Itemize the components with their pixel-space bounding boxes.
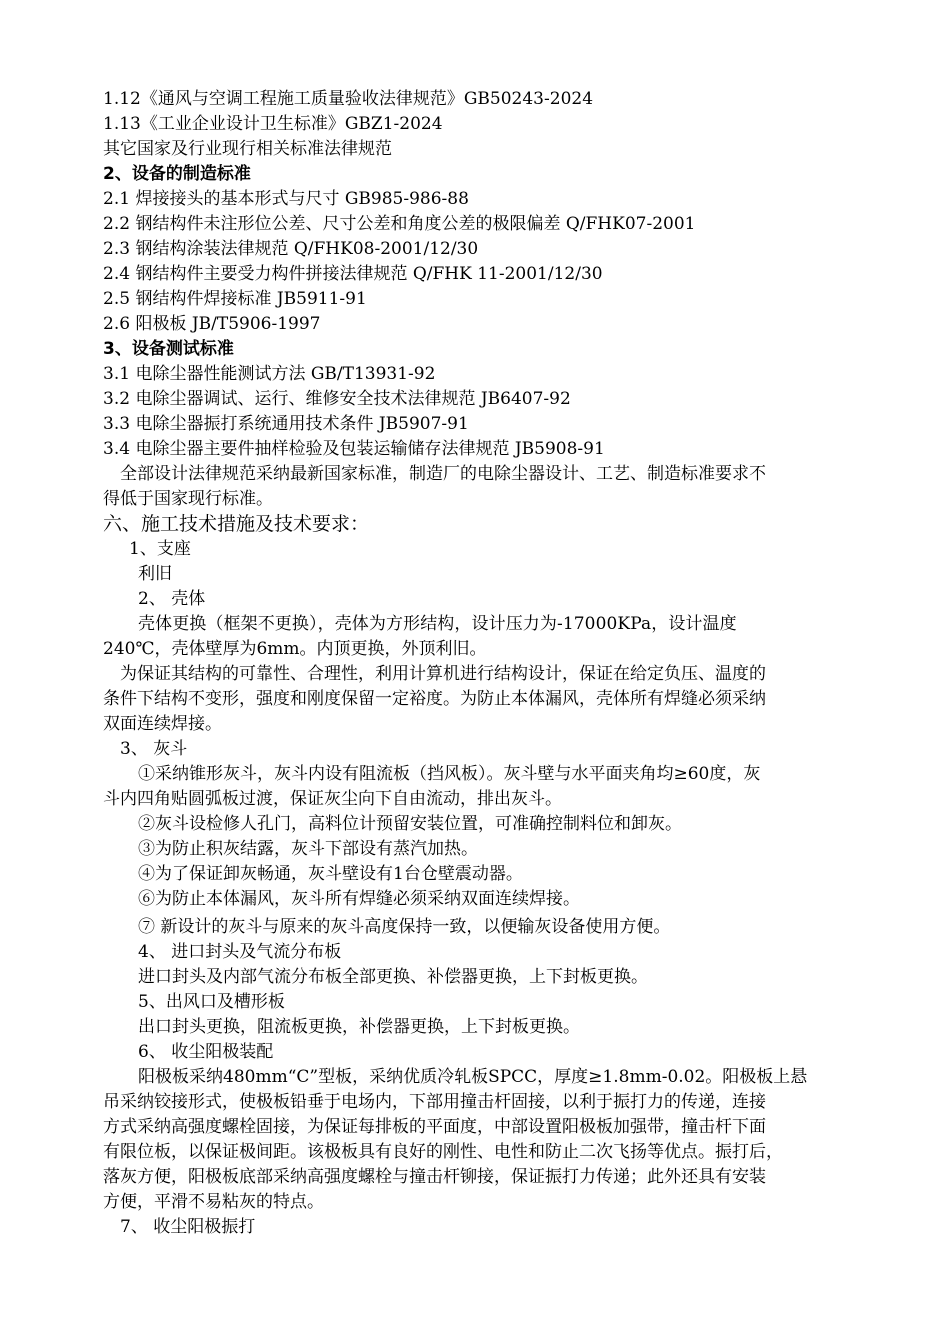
paragraph-line: 为保证其结构的可靠性、合理性，利用计算机进行结构设计，保证在给定负压、温度的 (120, 664, 766, 684)
text-line: 进口封头及内部气流分布板全部更换、补偿器更换，上下封板更换。 (138, 967, 648, 987)
text-line: 1.13《工业企业设计卫生标准》GBZ1-2024 (103, 114, 443, 134)
subsection-heading: 7、 收尘阳极振打 (120, 1217, 256, 1237)
text-line: ⑦ 新设计的灰斗与原来的灰斗高度保持一致，以便输灰设备使用方便。 (138, 917, 671, 937)
paragraph-line: 落灰方便，阳极板底部采纳高强度螺栓与撞击杆铆接，保证振打力传递；此外还具有安装 (103, 1167, 766, 1187)
text-line: ②灰斗设检修人孔门，高料位计预留安装位置，可准确控制料位和卸灰。 (138, 814, 682, 834)
paragraph-line: 全部设计法律规范采纳最新国家标准，制造厂的电除尘器设计、工艺、制造标准要求不 (120, 464, 766, 484)
subsection-heading: 4、 进口封头及气流分布板 (138, 942, 342, 962)
paragraph-line: 斗内四角贴圆弧板过渡，保证灰尘向下自由流动，排出灰斗。 (103, 789, 562, 809)
subsection-heading: 1、支座 (129, 539, 191, 559)
paragraph-line: 240℃，壳体壁厚为6mm。内顶更换，外顶利旧。 (103, 639, 487, 659)
text-line: ③为防止积灰结露，灰斗下部设有蒸汽加热。 (138, 839, 478, 859)
text-line: 出口封头更换，阻流板更换，补偿器更换，上下封板更换。 (138, 1017, 580, 1037)
text-line: ④为了保证卸灰畅通，灰斗壁设有1台仓壁震动器。 (138, 864, 523, 884)
paragraph-line: 双面连续焊接。 (103, 714, 222, 734)
text-line: 3.4 电除尘器主要件抽样检验及包装运输储存法律规范 JB5908-91 (103, 439, 605, 459)
subsection-heading: 2、 壳体 (138, 589, 206, 609)
text-line: 2.2 钢结构件未注形位公差、尺寸公差和角度公差的极限偏差 Q/FHK07-2001 (103, 214, 696, 234)
paragraph-line: ①采纳锥形灰斗，灰斗内设有阻流板（挡风板）。灰斗壁与水平面夹角均≥60度，灰 (138, 764, 761, 784)
text-line: 2.1 焊接接头的基本形式与尺寸 GB985-986-88 (103, 189, 469, 209)
text-line: 其它国家及行业现行相关标准法律规范 (103, 139, 392, 159)
text-line: 1.12《通风与空调工程施工质量验收法律规范》GB50243-2024 (103, 89, 594, 109)
text-line: 3.3 电除尘器振打系统通用技术条件 JB5907-91 (103, 414, 469, 434)
paragraph-line: 有限位板，以保证极间距。该极板具有良好的刚性、电性和防止二次飞扬等优点。振打后， (103, 1142, 783, 1162)
paragraph-line: 阳极板采纳480mm“C”型板，采纳优质冷轧板SPCC，厚度≥1.8mm-0.02。阳极板上悬 (138, 1067, 808, 1087)
section-heading: 3、设备测试标准 (103, 339, 234, 359)
paragraph-line: 方式采纳高强度螺栓固接，为保证每排板的平面度，中部设置阳极板加强带，撞击杆下面 (103, 1117, 766, 1137)
text-line: 3.1 电除尘器性能测试方法 GB/T13931-92 (103, 364, 436, 384)
text-line: 利旧 (138, 564, 172, 584)
section-heading: 2、设备的制造标准 (103, 164, 251, 184)
text-line: ⑥为防止本体漏风，灰斗所有焊缝必须采纳双面连续焊接。 (138, 889, 580, 909)
paragraph-line: 得低于国家现行标准。 (103, 489, 273, 509)
text-line: 2.4 钢结构件主要受力构件拼接法律规范 Q/FHK 11-2001/12/30 (103, 264, 603, 284)
paragraph-line: 吊采纳铰接形式，使极板铅垂于电场内，下部用撞击杆固接，以利于振打力的传递，连接 (103, 1092, 766, 1112)
text-line: 2.6 阳极板 JB/T5906-1997 (103, 314, 321, 334)
chapter-heading: 六、施工技术措施及技术要求： (103, 513, 370, 535)
subsection-heading: 3、 灰斗 (120, 739, 188, 759)
subsection-heading: 6、 收尘阳极装配 (138, 1042, 274, 1062)
subsection-heading: 5、出风口及槽形板 (138, 992, 285, 1012)
text-line: 2.3 钢结构涂装法律规范 Q/FHK08-2001/12/30 (103, 239, 479, 259)
text-line: 2.5 钢结构件焊接标准 JB5911-91 (103, 289, 367, 309)
paragraph-line: 条件下结构不变形，强度和刚度保留一定裕度。为防止本体漏风，壳体所有焊缝必须采纳 (103, 689, 766, 709)
text-line: 3.2 电除尘器调试、运行、维修安全技术法律规范 JB6407-92 (103, 389, 571, 409)
paragraph-line: 方便，平滑不易粘灰的特点。 (103, 1192, 324, 1212)
paragraph-line: 壳体更换（框架不更换），壳体为方形结构，设计压力为-17000KPa，设计温度 (138, 614, 737, 634)
